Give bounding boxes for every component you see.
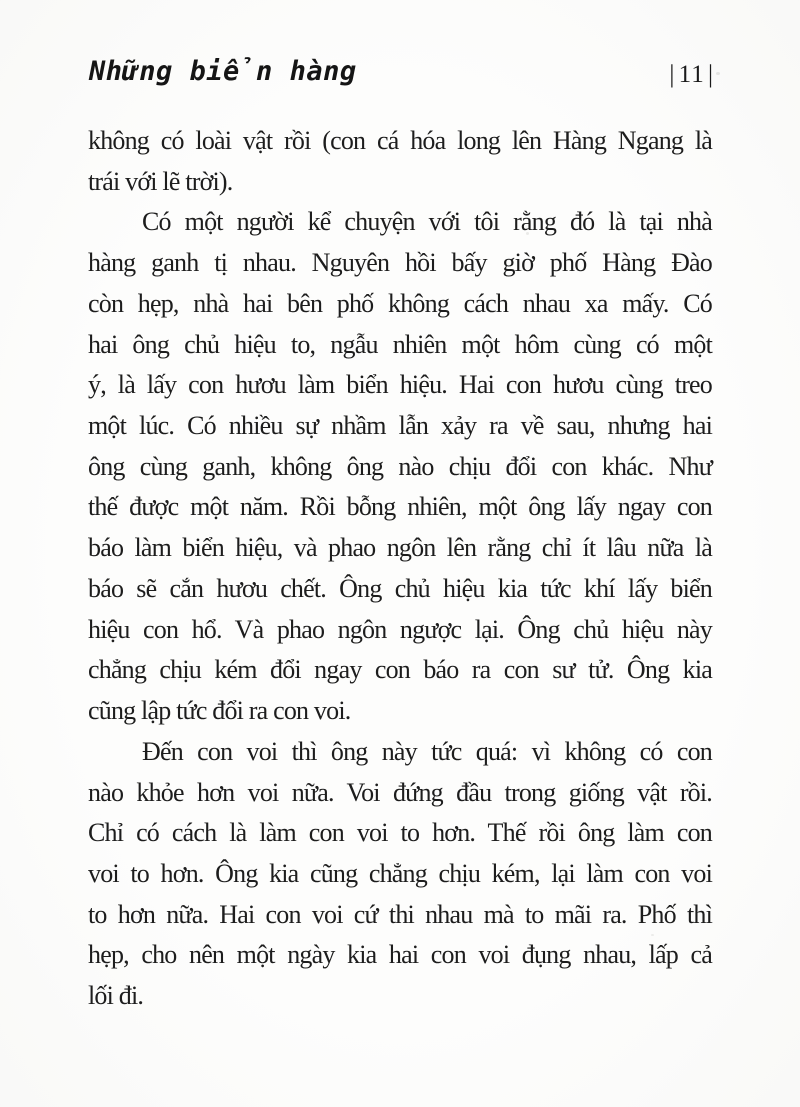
text-line: Đến con voi thì ông này tức quá: vì không có con <box>142 736 712 766</box>
text-line: voi to hơn. Ông kia cũng chẳng chịu kém, lại làm con voi <box>88 858 712 888</box>
text-line: báo làm biển hiệu, và phao ngôn lên rằng chỉ ít lâu nữa là <box>88 533 712 563</box>
text-line: hàng ganh tị nhau. Nguyên hồi bấy giờ phố Hàng Đào <box>88 248 712 278</box>
text-line: Có một người kể chuyện với tôi rằng đó là tại nhà <box>142 207 712 237</box>
text-line: chẳng chịu kém đổi ngay con báo ra con sư tử. Ông kia <box>88 655 712 685</box>
text-line: to hơn nữa. Hai con voi cứ thi nhau mà to mãi ra. Phố thì <box>88 899 712 929</box>
text-line: báo sẽ cắn hươu chết. Ông chủ hiệu kia tức khí lấy biển <box>88 573 712 603</box>
page-body <box>88 121 712 1017</box>
scan-speck <box>716 72 720 75</box>
text-line: Chỉ có cách là làm con voi to hơn. Thế rồi ông làm con <box>88 818 712 848</box>
text-line: hiệu con hổ. Và phao ngôn ngược lại. Ông chủ hiệu này <box>88 614 712 644</box>
text-line: ông cùng ganh, không ông nào chịu đổi con khác. Như <box>88 451 712 481</box>
text-line: lối đi. <box>88 981 144 1011</box>
text-line: ý, là lấy con hươu làm biển hiệu. Hai con hươu cùng treo <box>88 370 712 400</box>
text-line: còn hẹp, nhà hai bên phố không cách nhau xa mấy. Có <box>88 288 712 318</box>
running-title: Những biển hàng <box>89 56 357 87</box>
text-line: một lúc. Có nhiều sự nhầm lẫn xảy ra về sau, nhưng hai <box>88 411 712 441</box>
text-line: nào khỏe hơn voi nữa. Voi đứng đầu trong giống vật rồi. <box>88 777 712 807</box>
text-line: thế được một năm. Rồi bỗng nhiên, một ông lấy ngay con <box>88 492 712 522</box>
text-line: hẹp, cho nên một ngày kia hai con voi đụng nhau, lấp cả <box>88 940 712 970</box>
text-line: không có loài vật rồi (con cá hóa long lên Hàng Ngang là <box>88 126 712 155</box>
text-line: trái với lẽ trời). <box>88 166 233 196</box>
paragraph <box>88 202 712 731</box>
paragraph <box>88 732 712 1017</box>
paragraph <box>88 121 712 202</box>
scan-speck <box>282 389 285 391</box>
page-number: | 11 | <box>669 61 714 88</box>
scan-speck <box>651 934 654 936</box>
text-line: cũng lập tức đổi ra con voi. <box>88 696 351 726</box>
text-line: hai ông chủ hiệu to, ngẫu nhiên một hôm cùng có một <box>88 329 712 359</box>
scan-speck <box>526 232 529 235</box>
